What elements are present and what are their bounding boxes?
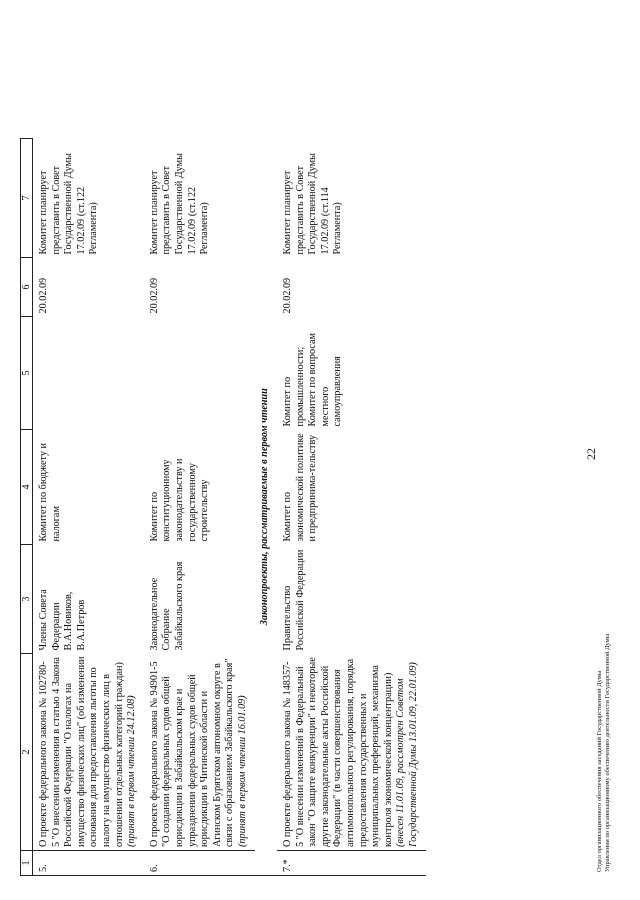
bill-cell (277, 654, 426, 851)
table-row (277, 139, 426, 876)
section-title: Законопроекты, рассматриваемые в первом чтении (255, 139, 278, 876)
header-col-7: 7 (21, 139, 33, 258)
header-col-3: 3 (21, 545, 33, 654)
initiator: Члены Совета Федерации В.А.Новиков, В.А.Петров (38, 589, 87, 651)
bill-description: О проекте федерального закона № 102780-5 "О внесении изменения в статью 4 Закона Российской Федерации "О налогах на имущество физических лиц" (об изменении основания для предоставления льготы по налогу на имущество физических лиц в отношении отдельных категорий граждан) (38, 656, 125, 847)
date: 20.02.09 (148, 277, 160, 314)
header-col-5: 5 (21, 317, 33, 430)
section-row (255, 139, 278, 876)
bill-cell (144, 654, 255, 851)
responsible-committee: Комитет по экономической политике и предпринима-тельству (282, 433, 319, 542)
row-number: 5. (33, 851, 144, 876)
bill-note: (принят в первом чтении 24.12.08) (126, 695, 138, 847)
bill-description: О проекте федерального закона № 148357-5 "О внесении изменений в Федеральный закон "О защите конкуренции" и некоторые другие законодательные акты Российской Федерации" (в части совершенствования антимонопольного регулирования, порядка предоставления государственных и муниципальных преференций, механизма контроля экономической концентрации) (282, 657, 394, 847)
bill-description: О проекте федерального закона № 94901-5 "О создании федеральных судов общей юрисдикции в Забайкальском крае и упразднении федеральных судов общей юрисдикции в Читинской области и Агинском Бурятском автономном округе в связи с образованием Забайкальского края" (148, 658, 236, 847)
row-number: 6. (144, 851, 255, 876)
initiator: Законодательное Собрание Забайкальского края (148, 561, 185, 651)
header-col-2: 2 (21, 654, 33, 851)
co-committee (144, 317, 255, 430)
header-col-4: 4 (21, 430, 33, 545)
date: 20.02.09 (38, 277, 49, 314)
bill-note: (принят в первом чтении 16.01.09) (236, 695, 248, 847)
bill-cell (33, 654, 144, 851)
initiator: Правительство Российской Федерации (282, 549, 306, 651)
co-committee (33, 317, 144, 430)
header-row (21, 139, 33, 876)
date: 20.02.09 (282, 277, 294, 314)
footer-line: Управления по организационному обеспечению деятельности Государственной Думы (604, 633, 611, 872)
header-col-6: 6 (21, 258, 33, 317)
bills-table (20, 138, 426, 876)
row-number: 7.* (277, 851, 426, 876)
table-row (144, 139, 255, 876)
table-row (33, 139, 144, 876)
remark: Комитет планирует представить в Совет Государственной Думы 17.02.09 (ст.122 Регламента) (148, 153, 211, 255)
responsible-committee: Комитет по конституционному законодательству и государственному строительству (148, 458, 211, 542)
header-col-1: 1 (21, 851, 33, 876)
responsible-committee: Комитет по бюджету и налогам (38, 443, 62, 542)
footer-line: Отдел организационного обеспечения заседаний Государственной Думы (596, 670, 603, 872)
bill-note: (внесен 11.01.09, рассмотрен Советом Государственной Думы 13.01.09, 22.01.09) (395, 662, 420, 847)
page-number: 22 (584, 448, 598, 460)
page-footer (596, 634, 612, 872)
remark: Комитет планирует представить в Совет Государственной Думы 17.02.09 (ст.114 Регламента) (282, 153, 344, 255)
co-committee: Комитет по промышленности; Комитет по вопросам местного самоуправления (282, 333, 344, 427)
remark: Комитет планирует представить в Совет Государственной Думы 17.02.09 (ст.122 Регламента) (38, 153, 100, 255)
